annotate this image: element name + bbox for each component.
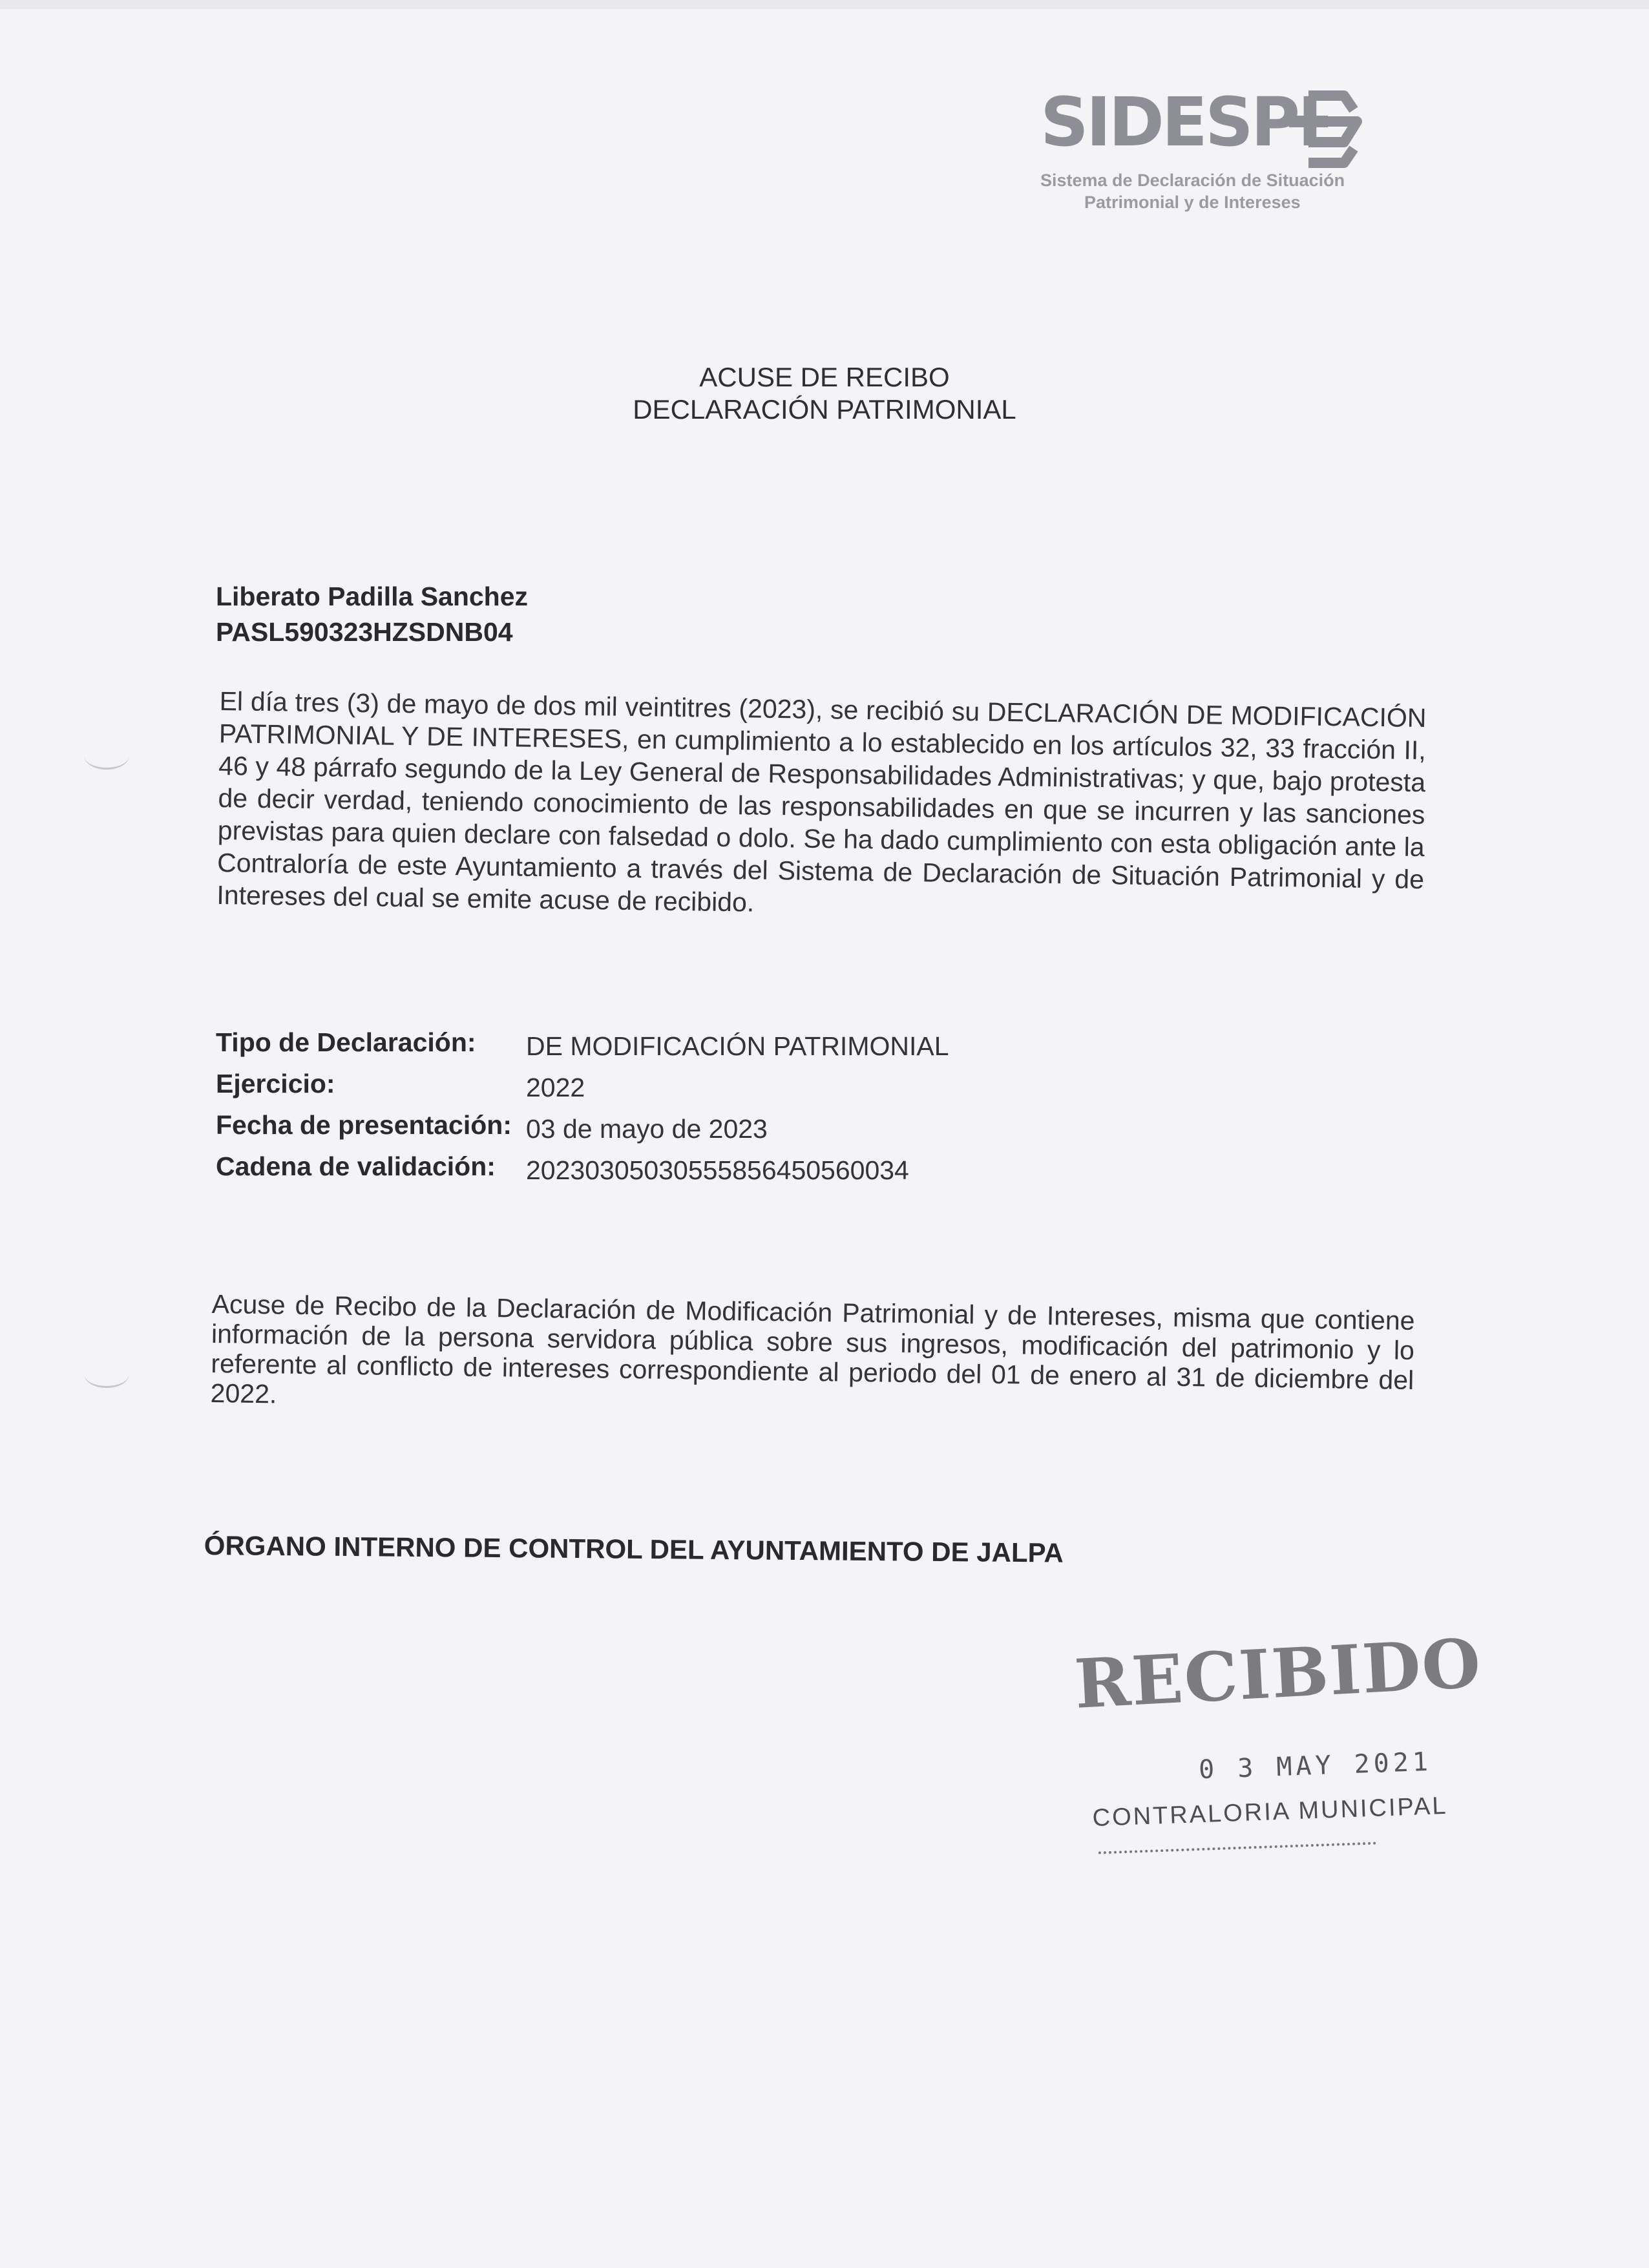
stamp-cutoff-line (1098, 1842, 1376, 1862)
detail-label: Tipo de Declaración: (216, 1027, 476, 1057)
document-title: ACUSE DE RECIBO (699, 362, 950, 392)
detail-value: DE MODIFICACIÓN PATRIMONIAL (526, 1031, 949, 1061)
punch-hole-mark (84, 742, 129, 770)
logo-subtitle-1: Sistema de Declaración de Situación (1040, 171, 1345, 190)
double-arrow-icon (1283, 84, 1367, 174)
detail-value: 03 de mayo de 2023 (526, 1114, 768, 1144)
detail-value: 20230305030555856450560034 (526, 1155, 909, 1185)
logo-wordmark: SIDESPI (1040, 83, 1320, 162)
detail-label: Fecha de presentación: (216, 1110, 512, 1140)
acknowledgment-note: Acuse de Recibo de la Declaración de Modificación Patrimonial y de Intereses, misma que contiene información de la persona servidora pública sobre sus ingresos, modificación del patrimonio y lo referente al conflicto de intereses correspondiente al periodo del 01 de enero al 31 de diciembre del 2022. (210, 1289, 1415, 1409)
logo-subtitle-2: Patrimonial y de Intereses (1084, 193, 1301, 212)
detail-value: 2022 (526, 1073, 585, 1102)
detail-label: Cadena de validación: (216, 1151, 496, 1181)
scan-edge (0, 0, 1649, 9)
issuing-organ: ÓRGANO INTERNO DE CONTROL DEL AYUNTAMIENTO DE JALPA (204, 1530, 1064, 1568)
stamp-date: 0 3 MAY 2021 (1198, 1747, 1433, 1785)
detail-label: Ejercicio: (216, 1069, 335, 1098)
declarant-name: Liberato Padilla Sanchez (216, 582, 529, 611)
stamp-office: CONTRALORIA MUNICIPAL (1092, 1792, 1449, 1832)
sidespi-logo (1034, 83, 1370, 212)
punch-hole-mark (84, 1360, 129, 1388)
body-paragraph: El día tres (3) de mayo de dos mil veintitres (2023), se recibió su DECLARACIÓN DE MODIFICACIÓN PATRIMONIAL Y DE INTERESES, en cumplimiento a lo establecido en los artículos 32, 33 fracción II, 46 y 48 párrafo segundo de la Ley General de Responsabilidades Administrativas; y que, bajo protesta de decir verdad, teniendo conocimiento de las responsabilidades en que se incurren y las sanciones previstas para quien declare con falsedad o dolo. Se ha dado cumplimiento con esta obligación ante la Contraloría de este Ayuntamiento a través del Sistema de Declaración de Situación Patrimonial y de Intereses del cual se emite acuse de recibido. (216, 686, 1427, 918)
document-subtitle: DECLARACIÓN PATRIMONIAL (633, 394, 1016, 425)
declarant-rfc: PASL590323HZSDNB04 (216, 617, 513, 647)
received-stamp: RECIBIDO (1073, 1623, 1484, 1724)
